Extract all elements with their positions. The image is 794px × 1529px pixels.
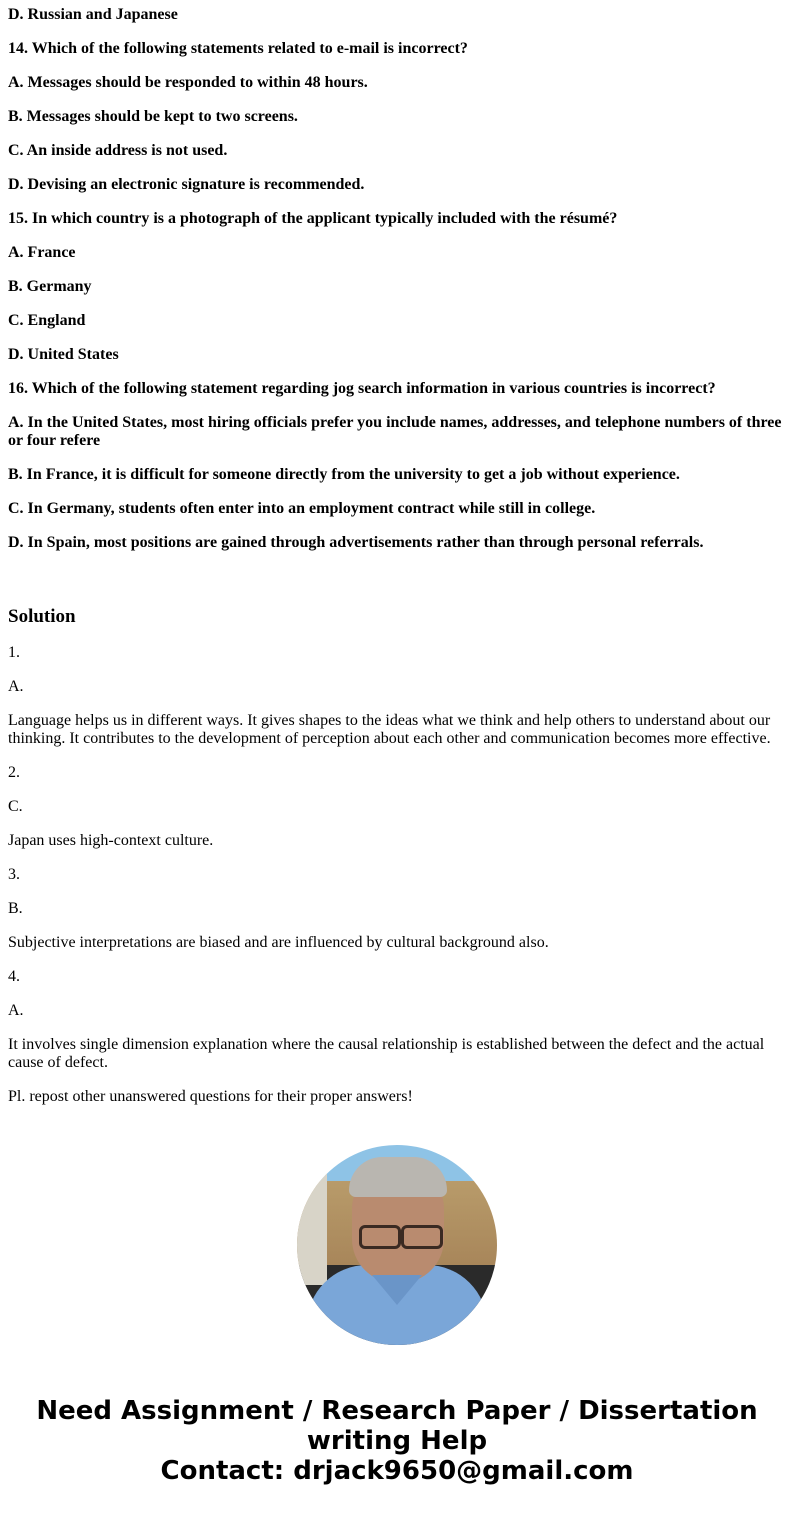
hair-shape	[349, 1157, 447, 1197]
answer-3-number: 3.	[8, 866, 20, 883]
answer-2-choice: C.	[8, 798, 23, 815]
answer-4-choice: A.	[8, 1002, 24, 1019]
document-body	[0, 6, 794, 1106]
q16-option-c: C. In Germany, students often enter into an employment contract while still in college.	[8, 500, 596, 517]
promo-banner	[0, 1396, 794, 1486]
answer-1-number: 1.	[8, 644, 20, 661]
promo-line-1: Need Assignment / Research Paper / Dissertation	[36, 1396, 758, 1426]
solution-heading: Solution	[8, 606, 76, 627]
author-avatar	[297, 1145, 497, 1345]
q15-option-d: D. United States	[8, 346, 119, 363]
q14-option-b: B. Messages should be kept to two screens.	[8, 108, 298, 125]
promo-contact: Contact: drjack9650@gmail.com	[160, 1456, 634, 1486]
section-spacer	[8, 568, 786, 606]
q14-option-a: A. Messages should be responded to within 48 hours.	[8, 74, 368, 91]
closing-note: Pl. repost other unanswered questions for their proper answers!	[8, 1088, 413, 1105]
q15-option-b: B. Germany	[8, 278, 92, 295]
answer-2-number: 2.	[8, 764, 20, 781]
q14-option-d: D. Devising an electronic signature is recommended.	[8, 176, 365, 193]
glasses-left-icon	[359, 1225, 401, 1249]
question-16: 16. Which of the following statement regarding jog search information in various countries is incorrect?	[8, 380, 716, 397]
background-panel	[297, 1165, 327, 1285]
q16-option-d: D. In Spain, most positions are gained through advertisements rather than through personal referrals.	[8, 534, 704, 551]
answer-4-number: 4.	[8, 968, 20, 985]
q16-option-b: B. In France, it is difficult for someone directly from the university to get a job without experience.	[8, 466, 680, 483]
answer-2-explanation: Japan uses high-context culture.	[8, 832, 214, 849]
question-14: 14. Which of the following statements related to e-mail is incorrect?	[8, 40, 468, 57]
answer-3-choice: B.	[8, 900, 23, 917]
answer-1-choice: A.	[8, 678, 24, 695]
q13-option-d: D. Russian and Japanese	[8, 6, 178, 23]
glasses-right-icon	[401, 1225, 443, 1249]
promo-line-2: writing Help	[306, 1426, 488, 1456]
avatar-container	[0, 1145, 794, 1345]
q16-option-a: A. In the United States, most hiring officials prefer you include names, addresses, and telephone numbers of three or four refere	[8, 414, 782, 449]
answer-1-explanation: Language helps us in different ways. It gives shapes to the ideas what we think and help others to understand about our thinking. It contributes to the development of perception about each other and communication becomes more effective.	[8, 712, 771, 747]
question-15: 15. In which country is a photograph of the applicant typically included with the résumé?	[8, 210, 618, 227]
answer-3-explanation: Subjective interpretations are biased and are influenced by cultural background also.	[8, 934, 549, 951]
q15-option-c: C. England	[8, 312, 86, 329]
q14-option-c: C. An inside address is not used.	[8, 142, 228, 159]
q15-option-a: A. France	[8, 244, 76, 261]
answer-4-explanation: It involves single dimension explanation where the causal relationship is established between the defect and the actual cause of defect.	[8, 1036, 765, 1071]
